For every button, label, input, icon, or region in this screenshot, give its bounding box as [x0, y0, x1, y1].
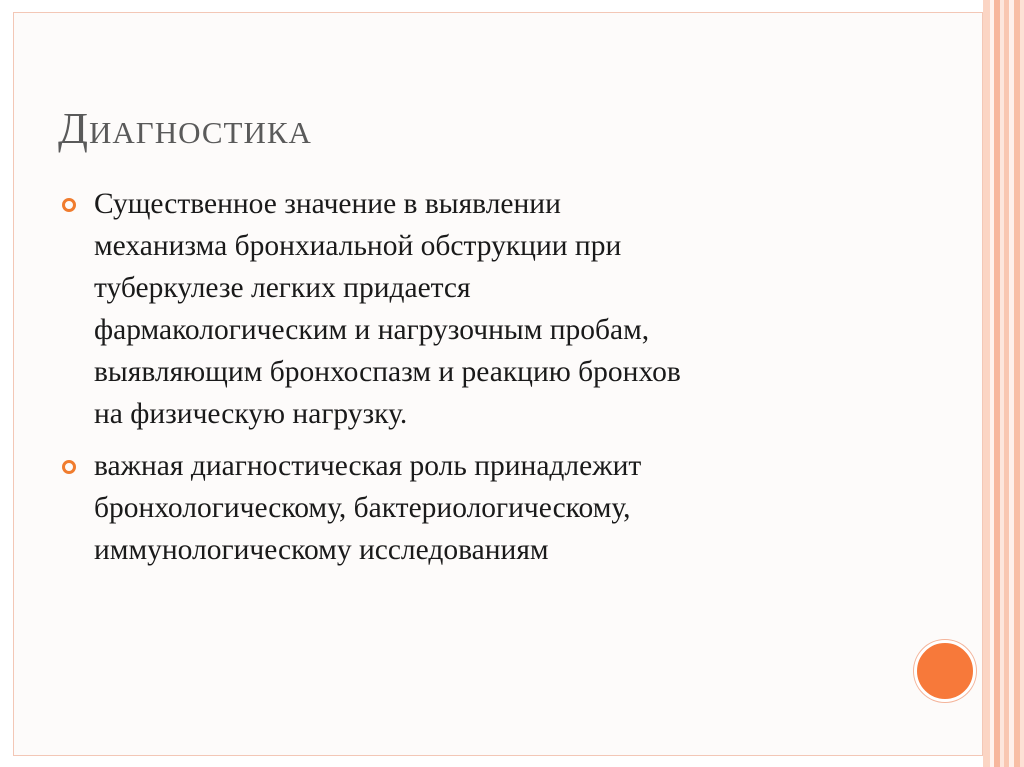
hollow-circle-bullet-icon	[62, 460, 76, 474]
bullet-text: важная диагностическая роль принадлежит бронхологическому, бактериологическому, иммунологическому исследованиям	[94, 450, 642, 566]
bullet-text: Существенное значение в выявлении механизма бронхиальной обструкции при туберкулезе легких придается фармакологическим и нагрузочным пробам, выявляющим бронхоспазм и реакцию бронхов на физическую нагрузку.	[94, 188, 681, 430]
bullet-item	[60, 183, 890, 435]
decorative-stripes	[983, 0, 1024, 767]
stripe	[1020, 0, 1024, 767]
hollow-circle-bullet-icon	[62, 198, 76, 212]
slide-content	[60, 183, 890, 581]
orange-circle-decoration	[914, 640, 976, 702]
bullet-item	[60, 445, 890, 571]
stripe	[983, 0, 990, 767]
slide-title: Диагностика	[58, 104, 312, 153]
